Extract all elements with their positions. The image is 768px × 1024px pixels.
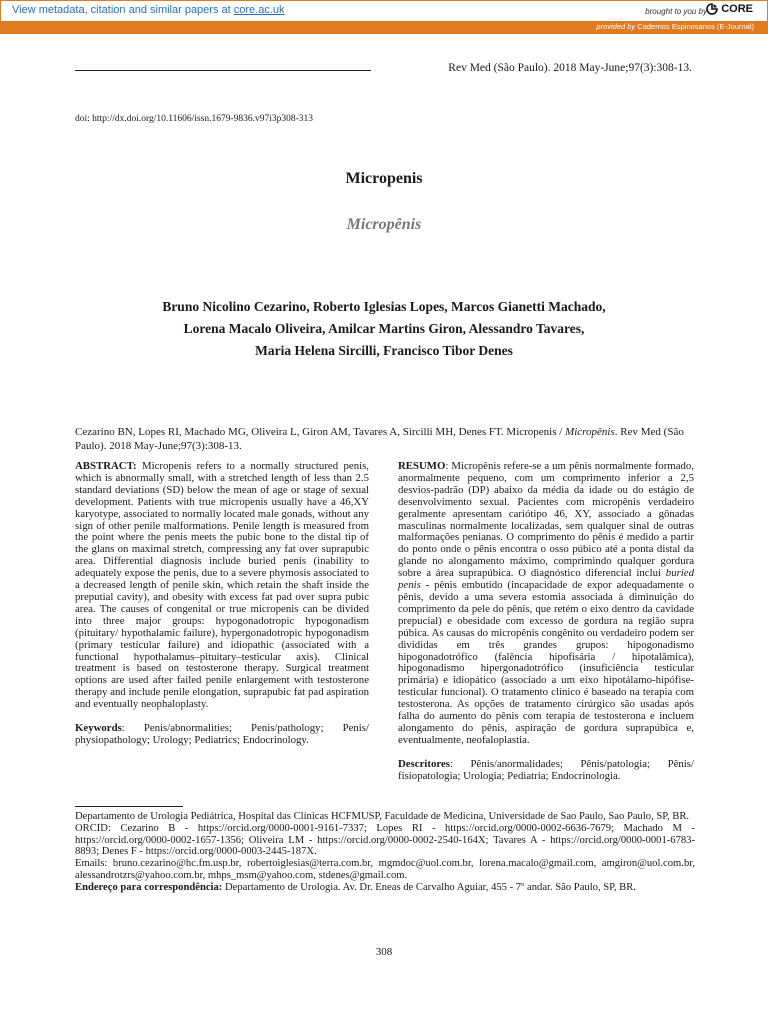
descritores-text: : Pênis/anormalidades; Pênis/patologia; Pênis/ fisiopatologia; Urologia; Pediatria; Endocrinologia. xyxy=(398,757,694,782)
footnotes xyxy=(75,811,695,894)
citation-end: . Rev Med (São Paulo). 2018 May-June;97(3):308-13. xyxy=(75,426,684,452)
citation-main: Cezarino BN, Lopes RI, Machado MG, Oliveira L, Giron AM, Tavares A, Sircilli MH, Denes FT. Micropenis / xyxy=(75,426,566,438)
keywords-label: Keywords xyxy=(75,722,122,735)
provided-by-label: provided by xyxy=(596,22,636,31)
resumo-column xyxy=(398,461,694,783)
core-url-link[interactable]: core.ac.uk xyxy=(233,4,285,16)
descritores xyxy=(398,759,694,783)
keywords xyxy=(75,723,369,747)
citation-italic: Micropênis xyxy=(565,426,615,438)
author-line: Lorena Macalo Oliveira, Amilcar Martins Giron, Alessandro Tavares, xyxy=(183,321,585,336)
footnote-rule xyxy=(75,806,183,807)
resumo-label: RESUMO xyxy=(398,460,446,472)
resumo-text-a: : Micropênis refere-se a um pênis normalmente formado, anormalmente pequeno, com um comprimento inferior a 2,5 desvios-padrão (DP) abaixo da média da idade ou do estágio de desenvolvimento sexual. Pacientes com micropênis verdadeiro geralmente apresentam cariótipo 46, XY, associado a gônadas masculinas normalmente localizadas, sem qualquer sinal de outras malformações penianas. O comprimento do pênis é medido a partir do ponto onde o pênis encontra o osso púbico até a ponta distal da glande no alongamento máximo, comprimindo qualquer gordura sobre a área suprapúbica. O diagnóstico diferencial inclui xyxy=(398,460,694,580)
core-brand: CORE xyxy=(721,3,753,15)
journal-reference: Rev Med (São Paulo). 2018 May-June;97(3):308-13. xyxy=(448,62,692,74)
core-banner xyxy=(0,0,768,21)
abstract-text: Micropenis refers to a normally structured penis, which is abnormally small, with a stretched length of less than 2.5 standard deviations (SD) below the mean of age or stage of sexual development. Patients with true micropenis usually have a 46,XY karyotype, associated to normally located male gonads, without any sign of other penile malformations. Penile length is measured from the point where the penis meets the pubic bone to the distal tip of the glans on maximal stretch, compressing any fat over suprapubic area. Differential diagnosis include buried penis (inability to adequately expose the penis, due to a severe phymosis associated to a decreased length of penile skin, which retain the shaft inside the preputial cavity), and obesity with excess fat pad over supra pubic area. The causes of congenital or true micropenis can be divided into three major groups: hypogonadotropic hypogonadism (pituitary/ hypothalamic failure), hypergonadotropic hypogonadism (primary testicular failure) and idiopathic (associated with a functional hypothalamus–pituitary–testicular axis). Clinical treatment is based on testosterone therapy. Surgical treatment options are used after failed penile enlargement with testosterone therapy and include penile elongation, suprapubic fat pad aspiration and eventually neophaloplasty. xyxy=(75,460,369,711)
abstract-label: ABSTRACT: xyxy=(75,460,137,472)
core-icon xyxy=(706,3,718,15)
provided-by xyxy=(596,22,754,31)
correspondence-note xyxy=(75,882,695,894)
page-number: 308 xyxy=(375,946,393,958)
abstract xyxy=(75,461,369,711)
abstract-column xyxy=(75,461,369,747)
article-title-pt: Micropênis xyxy=(346,216,422,233)
provided-by-source[interactable]: Cadernos Espinosanos (E-Journal) xyxy=(637,22,754,31)
author-line: Maria Helena Sircilli, Francisco Tibor Denes xyxy=(255,343,513,358)
keywords-text: : Penis/abnormalities; Penis/pathology; Penis/ physiopathology; Urology; Pediatrics; Endocrinology. xyxy=(75,722,369,746)
correspondence-text: Departamento de Urologia. Av. Dr. Eneas de Carvalho Aguiar, 455 - 7º andar. São Paulo, SP, BR. xyxy=(222,881,636,893)
department-note: Departamento de Urologia Pediátrica, Hospital das Clínicas HCFMUSP, Faculdade de Medicina, Universidade de Sao Paulo, Sao Paulo, SP, BR. xyxy=(75,811,690,822)
provided-by-bar xyxy=(0,21,768,34)
resumo xyxy=(398,461,694,747)
doi-link[interactable]: doi: http://dx.doi.org/10.11606/issn.1679-9836.v97i3p308-313 xyxy=(75,114,314,124)
orcid-note[interactable]: ORCID: Cezarino B - https://orcid.org/0000-0001-9161-7337; Lopes RI - https://orcid.org/0000-0002-6636-7679; Machado M - https://orcid.org/0000-0002-1657-1356; Oliveira LM - https://orcid.org/0000-0002-2540-164X; Tavares A - https://orcid.org/0000-0001-6783-8893; Denes F - https://orcid.org/0000-0003-2445-187X. xyxy=(75,822,695,858)
emails-note[interactable]: Emails: bruno.cezarino@hc.fm.usp.br, robertoiglesias@terra.com.br, mgmdoc@uol.com.br, lorena.macalo@gmail.com, amgiron@uol.com.br, alessandrotzrs@yahoo.com.br, mhps_msm@yahoo.com, stdenes@gmail.com. xyxy=(75,858,695,881)
descritores-label: Descritores xyxy=(398,757,450,770)
article-title: Micropenis xyxy=(345,170,423,187)
header-rule xyxy=(75,70,371,71)
resumo-text-italic: buried penis xyxy=(398,567,694,592)
metadata-text: View metadata, citation and similar papers at xyxy=(12,4,234,16)
correspondence-label: Endereço para correspondência: xyxy=(75,881,223,893)
citation xyxy=(75,425,695,453)
author-list xyxy=(0,296,768,362)
metadata-link[interactable] xyxy=(12,4,285,16)
author-line: Bruno Nicolino Cezarino, Roberto Iglesias Lopes, Marcos Gianetti Machado, xyxy=(162,299,606,314)
brought-to-you-text: brought to you by xyxy=(645,7,707,16)
resumo-text-b: - pênis embutido (incapacidade de expor adequadamente o pênis, devido a uma severa estomia associada à diminuição do comprimento da pele do pênis, que retém o eixo dentro da cavidade prepucial) e obesidade com excesso de gordura na região supra púbica. As causas do micropênis congênito ou verdadeiro podem ser divididas em três grandes grupos: hipogonadismo hipogonadotrófico (falência hipofisária / hipotalâmica), hipogonadismo hipergonadotrófico (insuficiência testicular primária) e idiopático (associado a um eixo hipotálamo-hipófise-testicular funcional). O tratamento clínico é baseado na terapia com testosterona. As opções de tratamento cirúrgico são usadas após falha do aumento do pênis com terapia de testosterona e incluem alongamento do pênis, aspiração de gordura suprapúbica e, eventualmente, neofaloplastia. xyxy=(398,579,694,746)
core-logo[interactable] xyxy=(706,3,753,15)
